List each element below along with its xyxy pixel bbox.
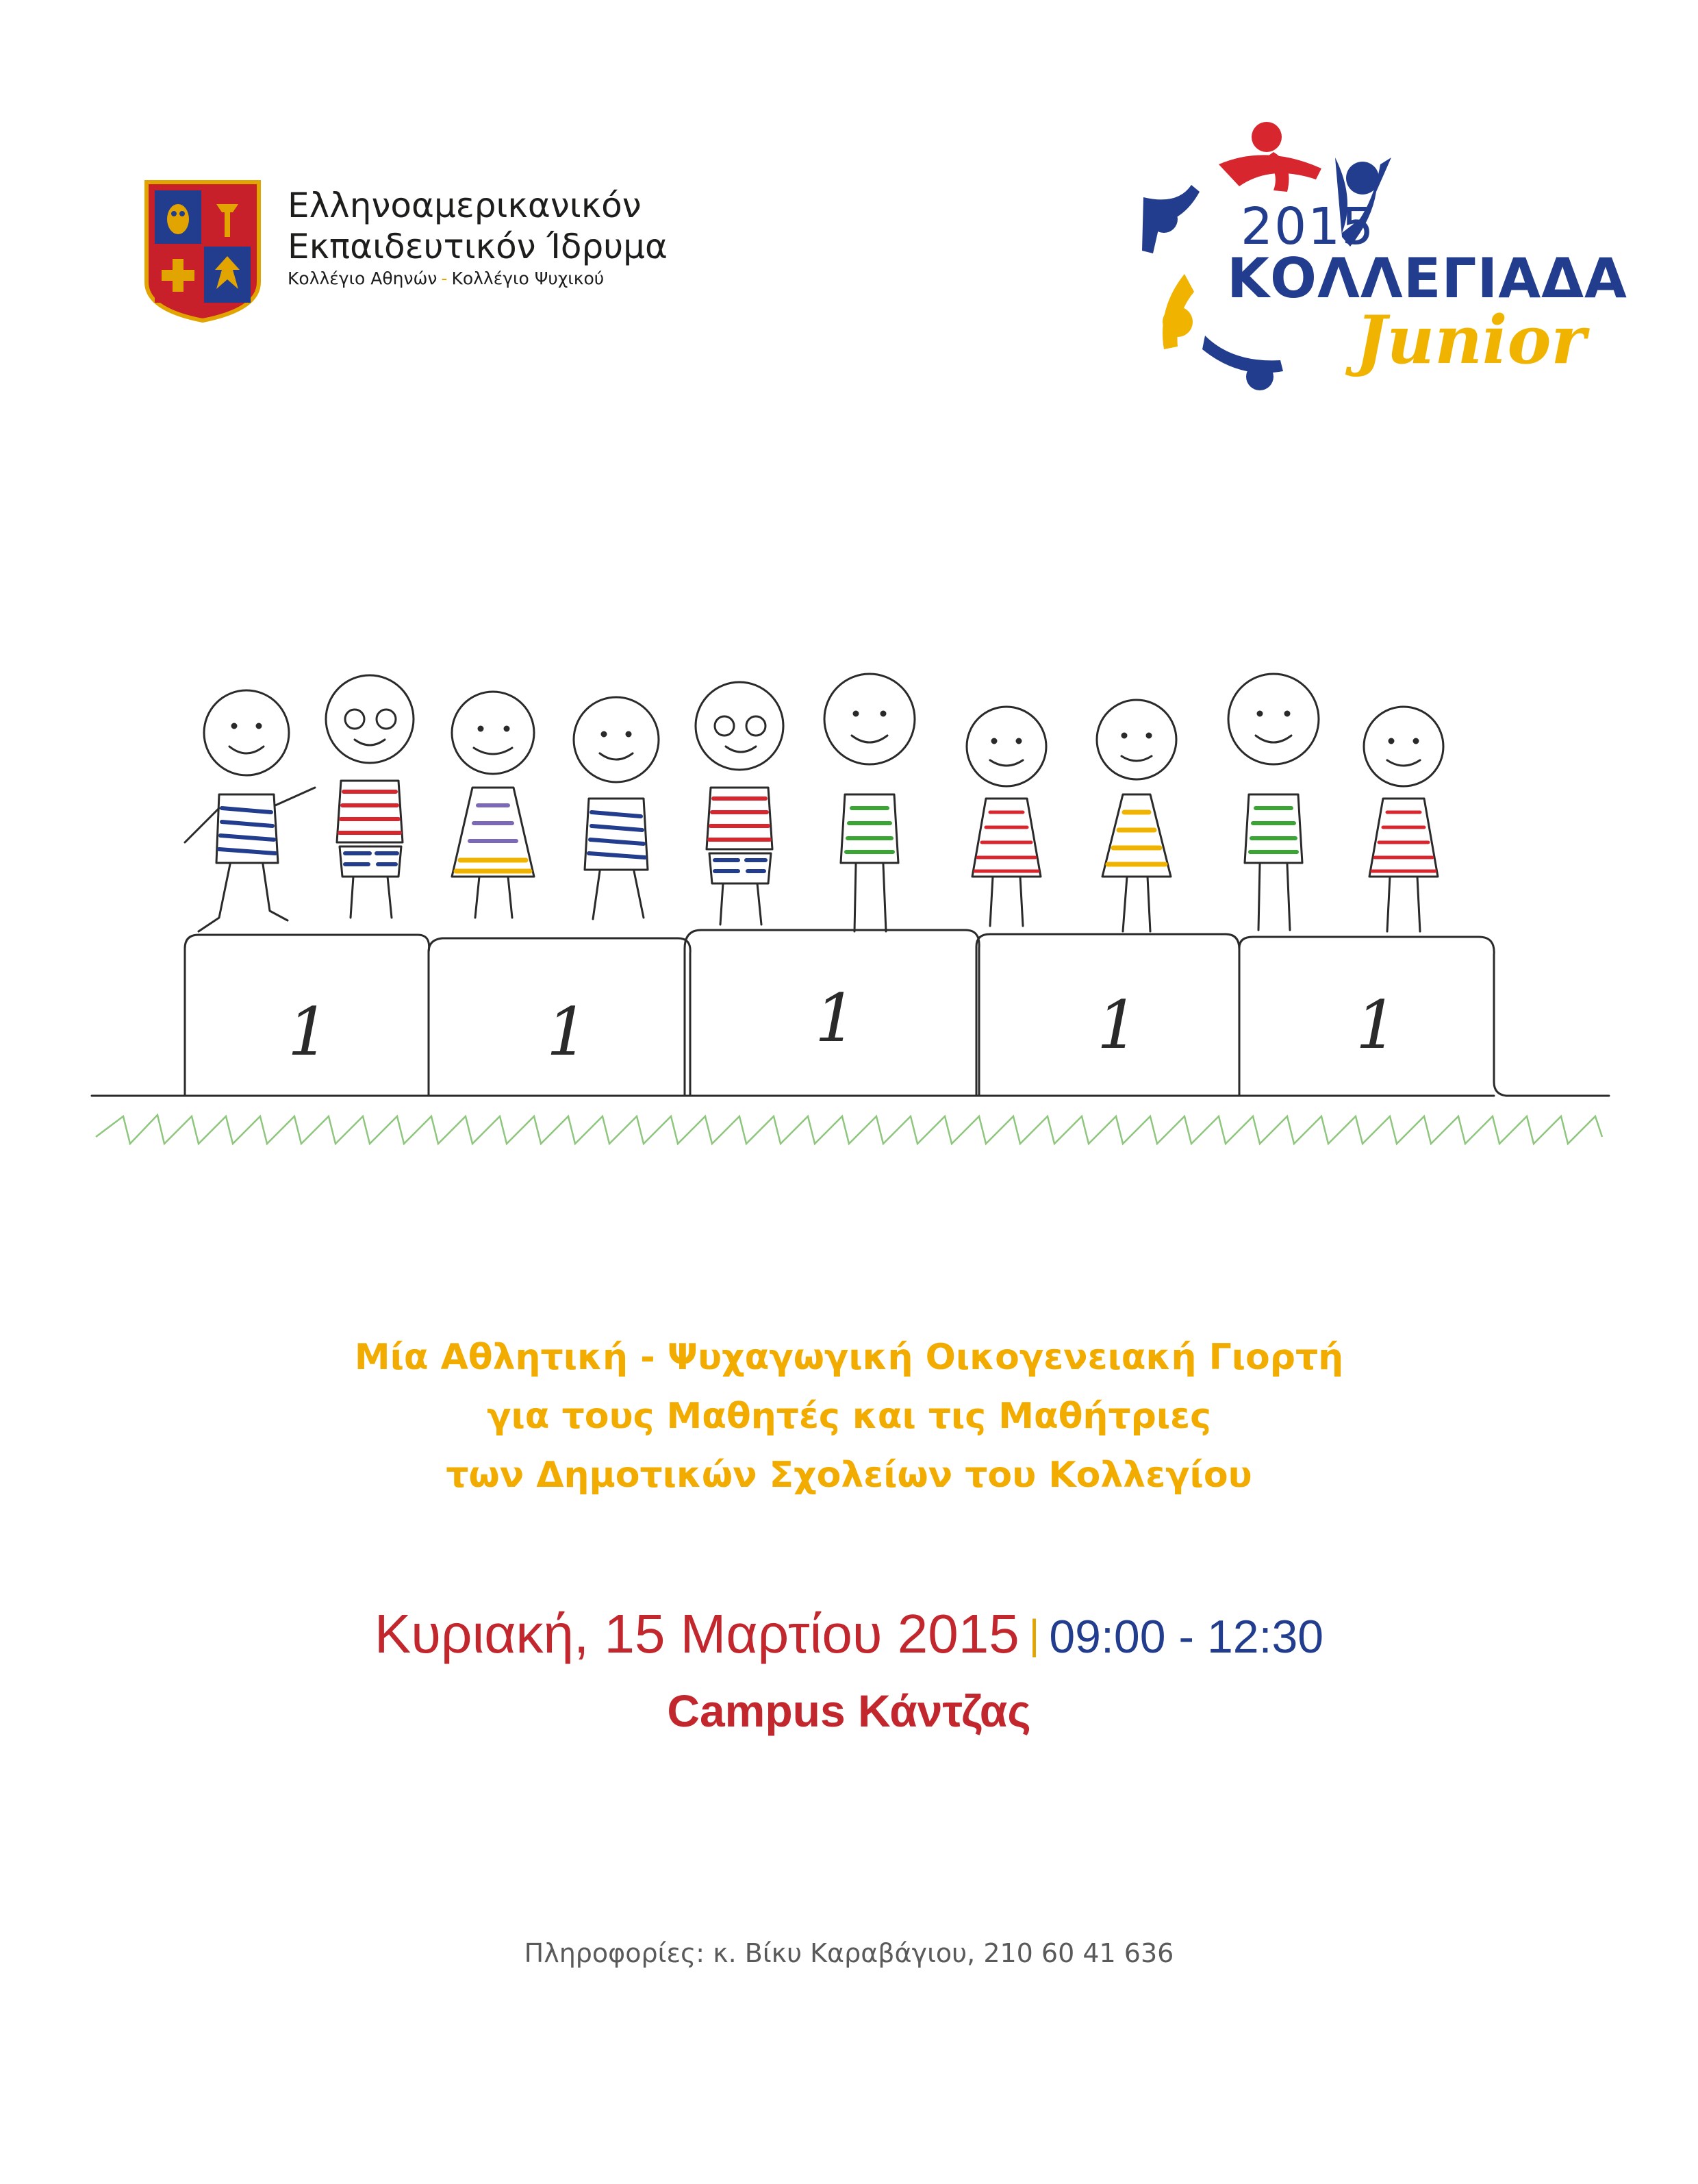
podium-number-3: 1 (815, 980, 857, 1057)
headline-line3: των Δημοτικών Σχολείων του Κολλεγίου (446, 1455, 1252, 1496)
event-time: 09:00 - 12:30 (1049, 1611, 1324, 1663)
institution-name-line1: Ελληνοαμερικανικόν (288, 186, 642, 225)
podium-number-2: 1 (546, 994, 589, 1070)
kids-on-podiums-illustration (82, 671, 1616, 1192)
institution-name (288, 185, 668, 290)
institution-campuses (288, 267, 668, 290)
campus-separator: - (441, 268, 448, 288)
kid-figure-4 (574, 697, 659, 919)
kid-figure-8 (1097, 700, 1176, 931)
event-date-time (0, 1603, 1698, 1666)
kid-figure-5 (696, 682, 783, 925)
logo-subtitle: Junior (1356, 301, 1586, 379)
logo-year: 2015 (1241, 197, 1376, 256)
kid-figure-7 (967, 707, 1046, 926)
kid-figure-9 (1228, 674, 1319, 930)
headline-line1: Μία Αθλητική - Ψυχαγωγική Οικογενειακή Γιορτή (354, 1337, 1344, 1378)
yellow-figure-icon (1163, 274, 1194, 349)
institution-header (144, 179, 692, 330)
blue-figure-left-icon (1142, 185, 1200, 253)
blue-figure-bottom-icon (1202, 336, 1283, 390)
podium-number-4: 1 (1097, 987, 1139, 1064)
logo-title: ΚΟΛΛΕΓΙΑΔΑ (1227, 247, 1627, 310)
crest-logo (144, 179, 262, 323)
contact-info: Πληροφορίες: κ. Βίκυ Καραβάγιου, 210 60 41 636 (524, 1938, 1174, 1968)
kid-figure-3 (452, 692, 534, 918)
red-figure-icon (1219, 122, 1321, 192)
kid-figure-1 (185, 690, 315, 931)
headline-line2: για τους Μαθητές και τις Μαθήτριες (487, 1396, 1211, 1437)
campus-psychiko: Κολλέγιο Ψυχικού (451, 268, 605, 288)
event-logo (1137, 116, 1627, 404)
event-date: Κυριακή, 15 Μαρτίου 2015 (374, 1603, 1019, 1664)
podium-number-5: 1 (1356, 987, 1398, 1064)
kid-figure-6 (824, 674, 915, 931)
kid-figure-10 (1364, 707, 1443, 931)
institution-name-line2: Εκπαιδευτικόν Ίδρυμα (288, 227, 668, 266)
kid-figure-2 (326, 675, 414, 918)
podium-number-1: 1 (288, 994, 330, 1070)
campus-athens: Κολλέγιο Αθηνών (288, 268, 438, 288)
grass-scribble (96, 1115, 1602, 1144)
event-venue: Campus Κάντζας (667, 1685, 1031, 1736)
date-time-separator: | (1028, 1611, 1040, 1657)
